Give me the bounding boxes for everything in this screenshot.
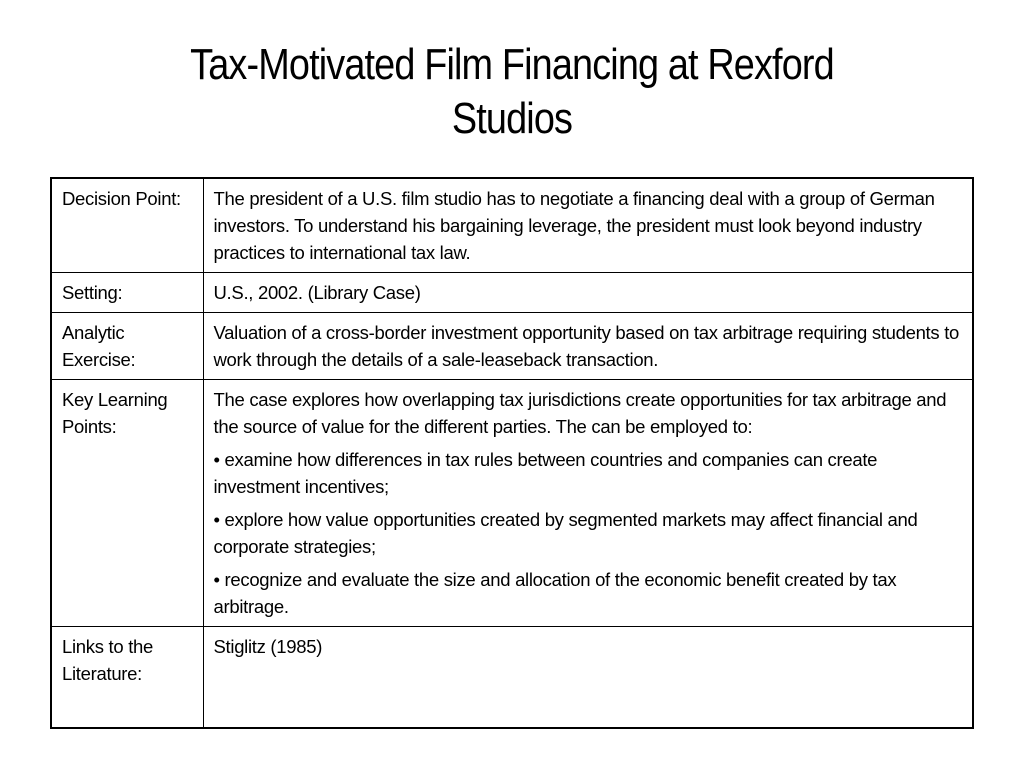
row-label: Links to the Literature:	[51, 627, 203, 729]
table-row-key-learning-points	[51, 380, 973, 627]
row-value	[203, 273, 973, 313]
row-value	[203, 313, 973, 380]
bullet-item: • explore how value opportunities created by segmented markets may affect financial and corporate strategies;	[213, 509, 918, 557]
row-value	[203, 380, 973, 627]
row-value	[203, 178, 973, 273]
row-paragraph: Valuation of a cross-border investment opportunity based on tax arbitrage requiring students to work through the details of a sale-leaseback transaction.	[213, 322, 960, 370]
table-row-decision-point	[51, 178, 973, 273]
slide-title-line-1: Tax-Motivated Film Financing at Rexford	[190, 40, 834, 89]
row-paragraph: The case explores how overlapping tax jurisdictions create opportunities for tax arbitrage and the source of value for the different parties. The can be employed to:	[213, 389, 947, 437]
bullet-item: • examine how differences in tax rules between countries and companies can create investment incentives;	[213, 449, 878, 497]
table-row-analytic-exercise	[51, 313, 973, 380]
row-label: Key Learning Points:	[51, 380, 203, 627]
table-row-setting	[51, 273, 973, 313]
table-row-links-to-literature	[51, 627, 973, 729]
row-value	[203, 627, 973, 729]
row-paragraph: Stiglitz (1985)	[213, 636, 323, 657]
row-paragraph: U.S., 2002. (Library Case)	[213, 282, 421, 303]
row-label: Decision Point:	[51, 178, 203, 273]
slide-title-line-2: Studios	[451, 94, 573, 143]
case-summary-table	[50, 177, 974, 729]
slide-title	[125, 38, 899, 146]
row-paragraph: The president of a U.S. film studio has to negotiate a financing deal with a group of German investors. To understand his bargaining leverage, the president must look beyond industry practices to international tax law.	[213, 188, 935, 263]
row-label: Setting:	[51, 273, 203, 313]
bullet-item: • recognize and evaluate the size and allocation of the economic benefit created by tax arbitrage.	[213, 569, 897, 617]
row-label: Analytic Exercise:	[51, 313, 203, 380]
